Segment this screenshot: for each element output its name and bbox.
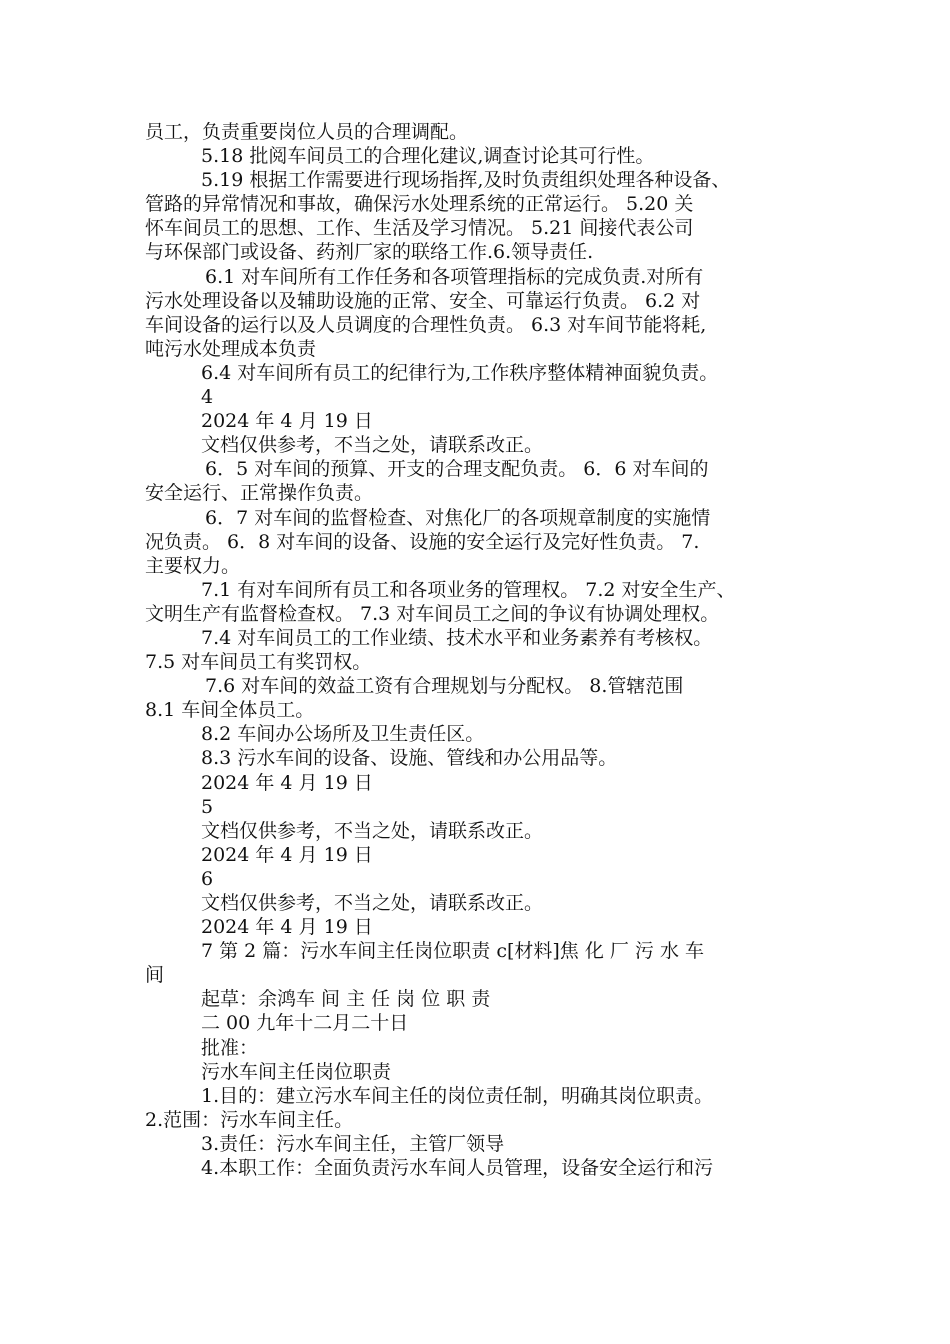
document-line: 文档仅供参考，不当之处，请联系改正。 — [201, 819, 544, 842]
document-line: 1.目的：建立污水车间主任的岗位责任制，明确其岗位职责。 — [201, 1084, 714, 1107]
document-line: 文档仅供参考，不当之处，请联系改正。 — [201, 892, 544, 914]
document-line: 起草：余鸿车 间 主 任 岗 位 职 责 — [201, 988, 491, 1011]
document-line: 2024 年 4 月 19 日 — [201, 843, 373, 866]
document-line: 文档仅供参考，不当之处，请联系改正。 — [201, 434, 544, 457]
document-line: 7.6 对车间的效益工资有合理规划与分配权。 8.管辖范围 — [205, 675, 684, 698]
document-line: 7.4 对车间员工的工作业绩、技术水平和业务素养有考核权。 — [201, 626, 713, 649]
document-line: 3.责任：污水车间主任，主管厂领导 — [201, 1132, 505, 1155]
document-line: 6．5 对车间的预算、开支的合理支配负责。 6．6 对车间的 — [205, 458, 709, 481]
document-line: 5 — [201, 795, 214, 818]
document-line: 与环保部门或设备、药剂厂家的联络工作.6.领导责任. — [145, 241, 594, 264]
document-line: 怀车间员工的思想、工作、生活及学习情况。 5.21 间接代表公司 — [145, 217, 694, 240]
document-line: 吨污水处理成本负责 — [145, 337, 317, 360]
document-line: 8.3 污水车间的设备、设施、管线和办公用品等。 — [201, 747, 618, 770]
document-line: 文明生产有监督检查权。 7.3 对车间员工之间的争议有协调处理权。 — [145, 602, 720, 625]
document-line: 车间设备的运行以及人员调度的合理性负责。 6.3 对车间节能将耗, — [145, 313, 707, 336]
document-line: 主要权力。 — [145, 554, 241, 577]
document-line: 批准： — [201, 1036, 259, 1059]
document-line: 污水处理设备以及辅助设施的正常、安全、可靠运行负责。 6.2 对 — [145, 289, 701, 312]
document-line: 污水车间主任岗位职责 — [201, 1060, 392, 1083]
document-line: 8.2 车间办公场所及卫生责任区。 — [201, 723, 485, 746]
document-line: 8.1 车间全体员工。 — [145, 699, 315, 722]
document-line: 2024 年 4 月 19 日 — [201, 916, 373, 939]
document-line: 员工，负责重要岗位人员的合理调配。 — [145, 121, 469, 143]
document-line: 况负责。 6．8 对车间的设备、设施的安全运行及完好性负责。 7. — [145, 530, 700, 553]
document-line: 安全运行、正常操作负责。 — [145, 482, 374, 505]
document-line: 7 第 2 篇：污水车间主任岗位职责 c[材料]焦 化 厂 污 水 车 — [201, 940, 705, 963]
document-line: 6.4 对车间所有员工的纪律行为,工作秩序整体精神面貌负责。 — [201, 361, 719, 384]
document-line: 5.19 根据工作需要进行现场指挥,及时负责组织处理各种设备、 — [201, 169, 731, 192]
document-line: 2024 年 4 月 19 日 — [201, 410, 373, 433]
document-line: 7.5 对车间员工有奖罚权。 — [145, 651, 372, 674]
document-line: 2024 年 4 月 19 日 — [201, 771, 373, 794]
document-body — [145, 120, 810, 1180]
document-line: 5.18 批阅车间员工的合理化建议,调查讨论其可行性。 — [201, 145, 655, 168]
document-line: 6.1 对车间所有工作任务和各项管理指标的完成负责.对所有 — [205, 265, 704, 288]
document-line: 二 00 九年十二月二十日 — [201, 1012, 409, 1035]
document-line: 6 — [201, 867, 214, 890]
document-line: 7.1 有对车间所有员工和各项业务的管理权。 7.2 对安全生产、 — [201, 578, 736, 601]
document-line: 2.范围：污水车间主任。 — [145, 1108, 354, 1131]
document-line: 4 — [201, 386, 214, 409]
document-line: 间 — [145, 964, 165, 987]
document-line: 4.本职工作：全面负责污水车间人员管理，设备安全运行和污 — [201, 1157, 714, 1180]
document-line: 管路的异常情况和事故，确保污水处理系统的正常运行。 5.20 关 — [145, 193, 694, 216]
document-line: 6．7 对车间的监督检查、对焦化厂的各项规章制度的实施情 — [205, 506, 711, 529]
